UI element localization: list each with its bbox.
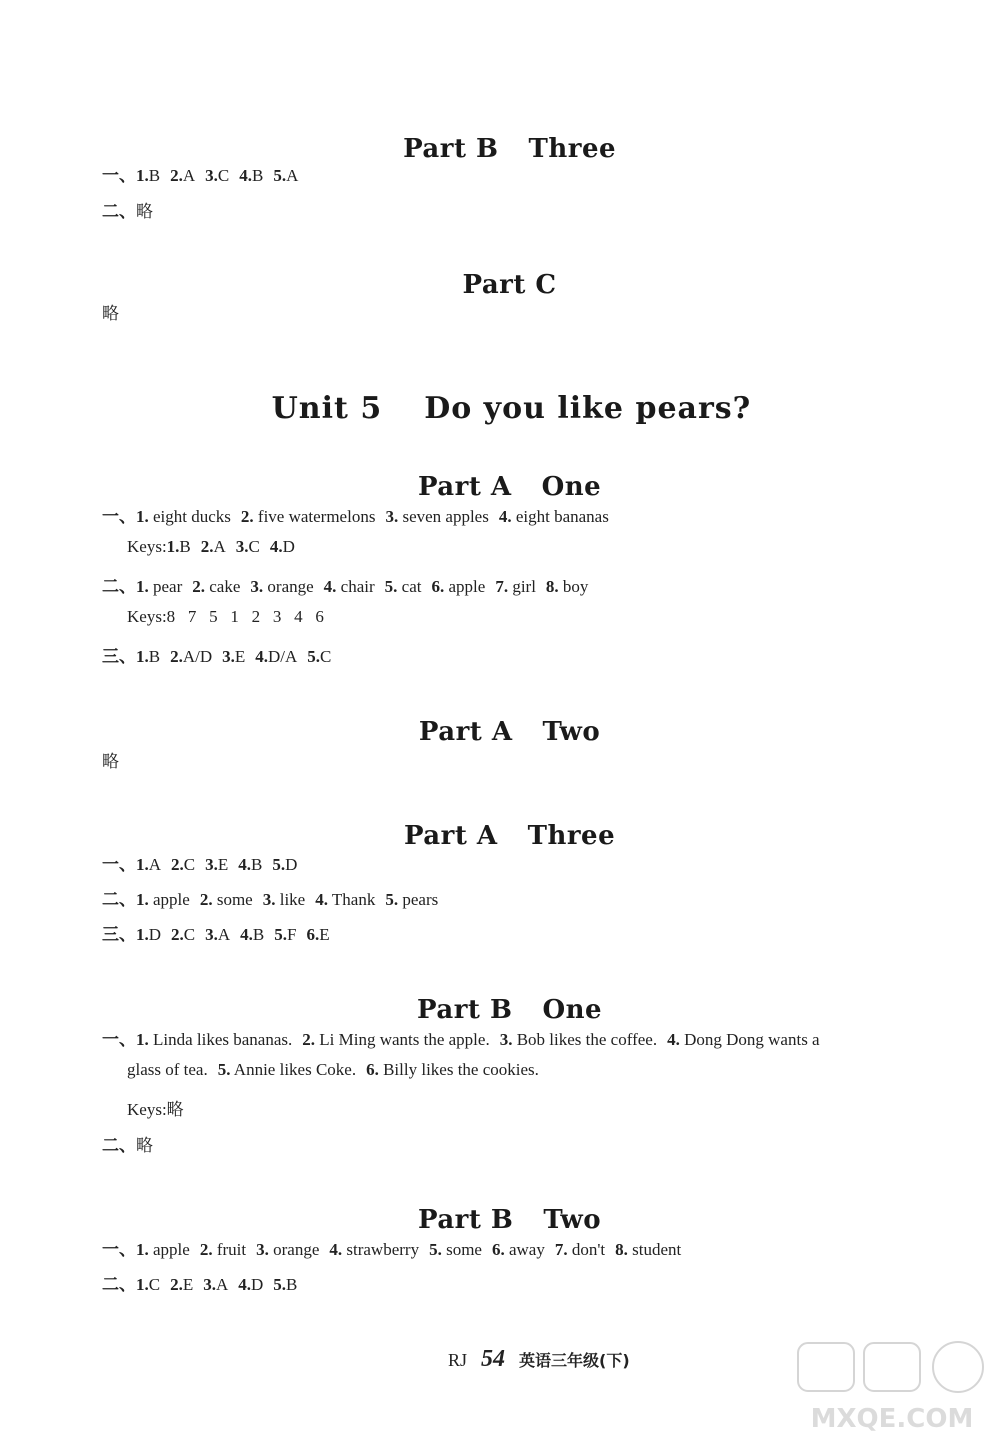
answer-line: 一、1. Linda likes bananas. 2. Li Ming wants the apple. 3. Bob likes the coffee. 4. Dong Dong wants a	[102, 1030, 820, 1049]
answer-line: 三、1.D 2.C 3.A 4.B 5.F 6.E	[102, 925, 330, 944]
section-heading: Part A Three	[403, 821, 616, 851]
unit-heading: Unit 5 Do you like pears?	[271, 391, 752, 426]
answer-line: 一、1. apple 2. fruit 3. orange 4. strawberry 5. some 6. away 7. don't 8. student	[102, 1240, 682, 1259]
edition-code: RJ	[448, 1350, 468, 1370]
section-heading: Part A One	[417, 472, 602, 502]
page-number: 54	[481, 1346, 506, 1372]
answer-line: 一、1. eight ducks 2. five watermelons 3. seven apples 4. eight bananas	[102, 507, 609, 526]
answer-line: 一、1.A 2.C 3.E 4.B 5.D	[102, 855, 298, 874]
answer-line: Keys:略	[127, 1100, 184, 1119]
answer-line: glass of tea. 5. Annie likes Coke. 6. Billy likes the cookies.	[127, 1060, 539, 1079]
watermark-logo	[792, 1339, 992, 1435]
section-heading: Part B Two	[417, 1205, 602, 1235]
answer-line: 二、略	[102, 1136, 153, 1155]
section-heading: Part A Two	[418, 717, 601, 747]
answer-line: 二、1. apple 2. some 3. like 4. Thank 5. pears	[102, 890, 439, 909]
answer-line: 二、1. pear 2. cake 3. orange 4. chair 5. cat 6. apple 7. girl 8. boy	[102, 577, 589, 596]
answer-line: 略	[102, 304, 119, 323]
book-title: 英语三年级(下)	[519, 1351, 630, 1370]
page-footer	[448, 1346, 630, 1373]
section-heading: Part C	[462, 270, 557, 300]
answer-line: Keys:8 7 5 1 2 3 4 6	[127, 607, 324, 626]
answer-line: 略	[102, 752, 119, 771]
answer-line: 二、1.C 2.E 3.A 4.D 5.B	[102, 1275, 298, 1294]
section-heading: Part B One	[417, 995, 603, 1025]
answer-line: 二、略	[102, 202, 153, 221]
watermark-text: MXQE.COM	[810, 1404, 974, 1434]
section-heading: Part B Three	[403, 134, 617, 164]
answer-line: Keys:1.B 2.A 3.C 4.D	[127, 537, 295, 556]
answer-line: 三、1.B 2.A/D 3.E 4.D/A 5.C	[102, 647, 332, 666]
answer-line: 一、1.B 2.A 3.C 4.B 5.A	[102, 166, 299, 185]
